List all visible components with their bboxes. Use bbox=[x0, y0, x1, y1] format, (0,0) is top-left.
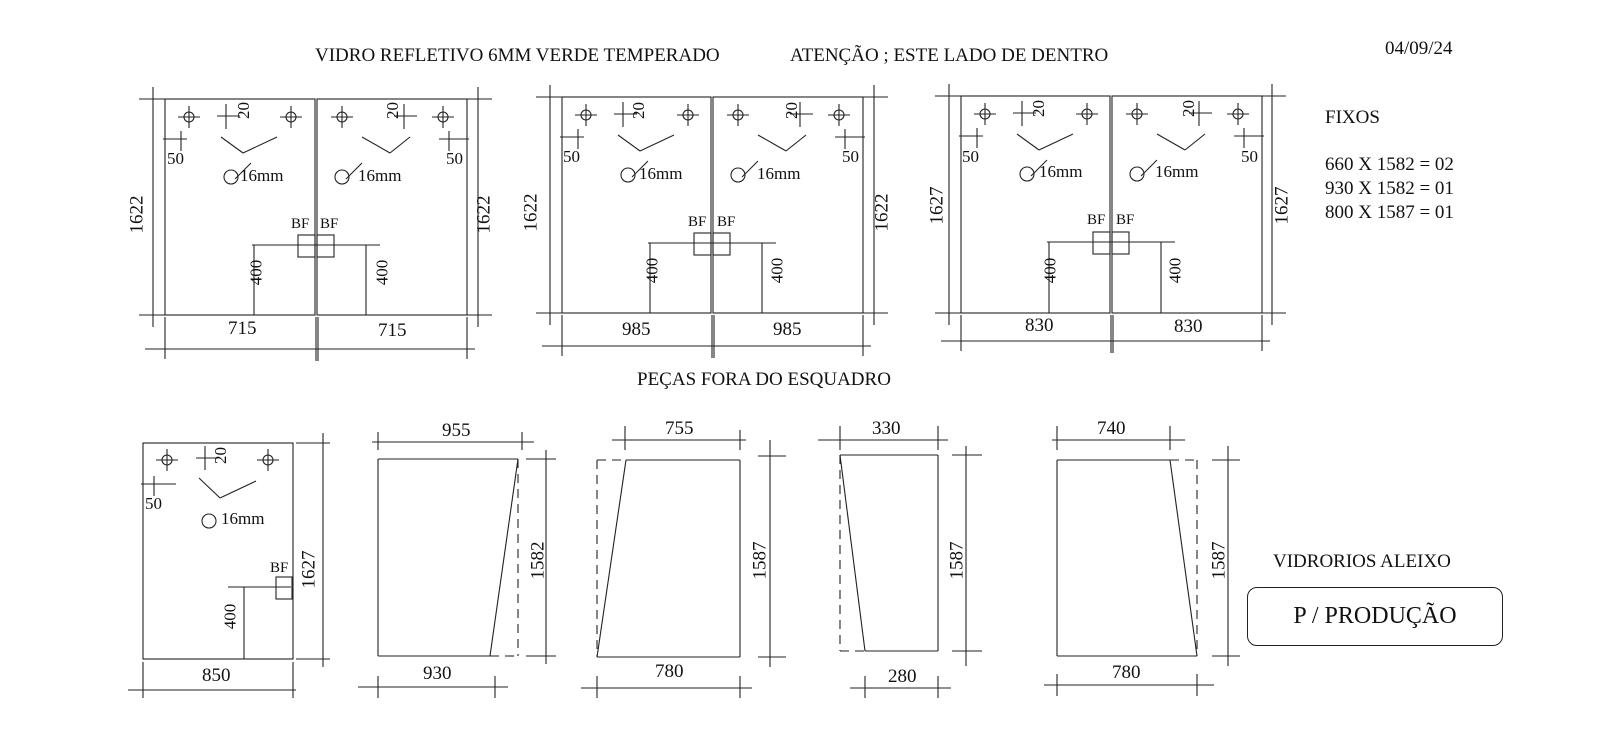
pair2-width-right: 985 bbox=[773, 319, 802, 340]
warning-text: ATENÇÃO ; ESTE LADO DE DENTRO bbox=[790, 45, 1109, 66]
piece1-handle-height: 400 bbox=[220, 603, 240, 630]
piece2-slant-edge bbox=[490, 459, 518, 656]
piece1-bf: BF bbox=[270, 560, 289, 576]
leader-1 bbox=[221, 137, 243, 153]
pair3-hole-offset-right: 20 bbox=[1179, 100, 1198, 117]
pair3-bf-right: BF bbox=[1116, 212, 1135, 228]
piece1-bottom: 850 bbox=[202, 665, 231, 686]
diameter-symbol bbox=[621, 168, 635, 182]
leader-2 bbox=[243, 137, 277, 153]
piece3-bottom: 780 bbox=[655, 661, 684, 682]
leader-3 bbox=[362, 137, 390, 153]
pair1-hole-offset-left: 20 bbox=[234, 102, 253, 119]
piece5-slant-edge bbox=[1170, 460, 1197, 656]
diameter-symbol bbox=[1130, 167, 1144, 181]
pair3-hole-diameter-right: 16mm bbox=[1155, 162, 1199, 181]
piece1-handle-box bbox=[276, 577, 292, 599]
piece2-bottom: 930 bbox=[423, 663, 452, 684]
leader-1 bbox=[1017, 134, 1039, 150]
leader-3 bbox=[1157, 134, 1185, 150]
diameter-symbol bbox=[1020, 167, 1034, 181]
pair3-handle-height-left: 400 bbox=[1040, 257, 1060, 284]
fixos-line-1: 660 X 1582 = 02 bbox=[1325, 154, 1454, 175]
pair2-hole-diameter-right: 16mm bbox=[757, 164, 801, 183]
fixos-line-2: 930 X 1582 = 01 bbox=[1325, 178, 1454, 199]
piece3-slant-edge bbox=[597, 460, 626, 657]
pair3-handle-height-right: 400 bbox=[1165, 257, 1185, 284]
piece4-top: 330 bbox=[872, 418, 901, 439]
pair3-hole-offset-left: 20 bbox=[1029, 100, 1048, 117]
pair3-edge-offset-right: 50 bbox=[1241, 147, 1258, 166]
pair1-width-right: 715 bbox=[378, 320, 407, 341]
drawing-lines bbox=[128, 84, 1286, 698]
pair3-edge-offset-left: 50 bbox=[962, 147, 979, 166]
pair2-handle-height-left: 400 bbox=[642, 257, 662, 284]
section-title: PEÇAS FORA DO ESQUADRO bbox=[637, 369, 891, 390]
pair3-hole-diameter-left: 16mm bbox=[1039, 162, 1083, 181]
leader-6 bbox=[220, 481, 256, 498]
pair2-bf-right: BF bbox=[717, 214, 736, 230]
leader-2 bbox=[640, 135, 674, 151]
leader-4 bbox=[1185, 134, 1205, 150]
pair1-handle-height-left: 400 bbox=[246, 259, 266, 286]
pair2-width-left: 985 bbox=[622, 319, 651, 340]
pair2-bf-left: BF bbox=[688, 214, 707, 230]
pair2-edge-offset-right: 50 bbox=[842, 147, 859, 166]
pair2-hole-offset-left: 20 bbox=[629, 102, 648, 119]
handle-box-right bbox=[713, 233, 730, 255]
glass-spec-title: VIDRO REFLETIVO 6MM VERDE TEMPERADO bbox=[315, 45, 720, 66]
handle-box-right bbox=[317, 235, 334, 257]
pair1-edge-offset-left: 50 bbox=[167, 149, 184, 168]
pair3-height-right: 1627 bbox=[1271, 186, 1293, 225]
pair2-handle-height-right: 400 bbox=[767, 257, 787, 284]
pair1-handle-height-right: 400 bbox=[372, 259, 392, 286]
leader-5 bbox=[199, 478, 220, 498]
piece4-height: 1587 bbox=[946, 541, 968, 580]
leader-4 bbox=[390, 137, 410, 153]
glass-panel-right bbox=[1112, 96, 1262, 313]
piece1-panel bbox=[143, 443, 293, 659]
glass-panel-left bbox=[562, 97, 711, 313]
glass-panel-right bbox=[713, 97, 863, 313]
piece4-bottom: 280 bbox=[888, 666, 917, 687]
production-stamp-text: P / PRODUÇÃO bbox=[1293, 603, 1457, 629]
pair2-edge-offset-left: 50 bbox=[563, 147, 580, 166]
piece2-height: 1582 bbox=[527, 541, 549, 580]
glass-panel-left bbox=[165, 99, 315, 315]
piece5-bottom: 780 bbox=[1112, 662, 1141, 683]
pair1-hole-diameter-right: 16mm bbox=[358, 166, 402, 185]
diameter-symbol bbox=[202, 514, 216, 528]
pair2-height-right: 1622 bbox=[871, 193, 893, 232]
diameter-symbol bbox=[224, 170, 238, 184]
leader-1 bbox=[618, 135, 640, 151]
handle-box-right bbox=[1112, 232, 1129, 254]
pair3-height-left: 1627 bbox=[926, 186, 948, 225]
pair3-width-right: 830 bbox=[1174, 316, 1203, 337]
pair1-height-right: 1622 bbox=[473, 195, 495, 234]
leader-3 bbox=[758, 135, 786, 151]
date-label: 04/09/24 bbox=[1385, 38, 1453, 59]
pair2-height-left: 1622 bbox=[520, 193, 542, 232]
diameter-symbol bbox=[731, 168, 745, 182]
pair2-hole-offset-right: 20 bbox=[782, 102, 801, 119]
production-stamp bbox=[1247, 587, 1503, 646]
piece3-top: 755 bbox=[665, 418, 694, 439]
pair3-bf-left: BF bbox=[1087, 212, 1106, 228]
piece4-slant-edge bbox=[840, 455, 865, 651]
pair1-bf-right: BF bbox=[320, 216, 339, 232]
pair1-edge-offset-right: 50 bbox=[446, 149, 463, 168]
glass-panel-left bbox=[961, 96, 1110, 313]
pair1-hole-offset-right: 20 bbox=[383, 102, 402, 119]
piece1-hole-offset: 20 bbox=[211, 447, 230, 464]
pair1-hole-diameter-left: 16mm bbox=[240, 166, 284, 185]
piece1-edge-offset: 50 bbox=[145, 494, 162, 513]
pair1-height-left: 1622 bbox=[126, 195, 148, 234]
piece5-height: 1587 bbox=[1208, 541, 1230, 580]
pair1-width-left: 715 bbox=[228, 318, 257, 339]
handle-box-left bbox=[694, 233, 711, 255]
leader-2 bbox=[1039, 134, 1073, 150]
piece1-height: 1627 bbox=[298, 550, 320, 589]
piece3-height: 1587 bbox=[749, 541, 771, 580]
glass-panel-right bbox=[317, 99, 467, 315]
pair3-width-left: 830 bbox=[1025, 315, 1054, 336]
handle-box-left bbox=[1093, 232, 1110, 254]
fixos-heading: FIXOS bbox=[1325, 107, 1380, 128]
pair2-hole-diameter-left: 16mm bbox=[639, 164, 683, 183]
piece2-top: 955 bbox=[442, 420, 471, 441]
piece5-top: 740 bbox=[1097, 418, 1126, 439]
handle-box-left bbox=[298, 235, 315, 257]
diameter-leader bbox=[742, 161, 758, 177]
piece1-hole-diameter: 16mm bbox=[221, 509, 265, 528]
fixos-line-3: 800 X 1587 = 01 bbox=[1325, 202, 1454, 223]
diameter-symbol bbox=[335, 170, 349, 184]
leader-4 bbox=[786, 135, 806, 151]
pair1-bf-left: BF bbox=[291, 216, 310, 232]
company-name: VIDRORIOS ALEIXO bbox=[1273, 551, 1451, 572]
